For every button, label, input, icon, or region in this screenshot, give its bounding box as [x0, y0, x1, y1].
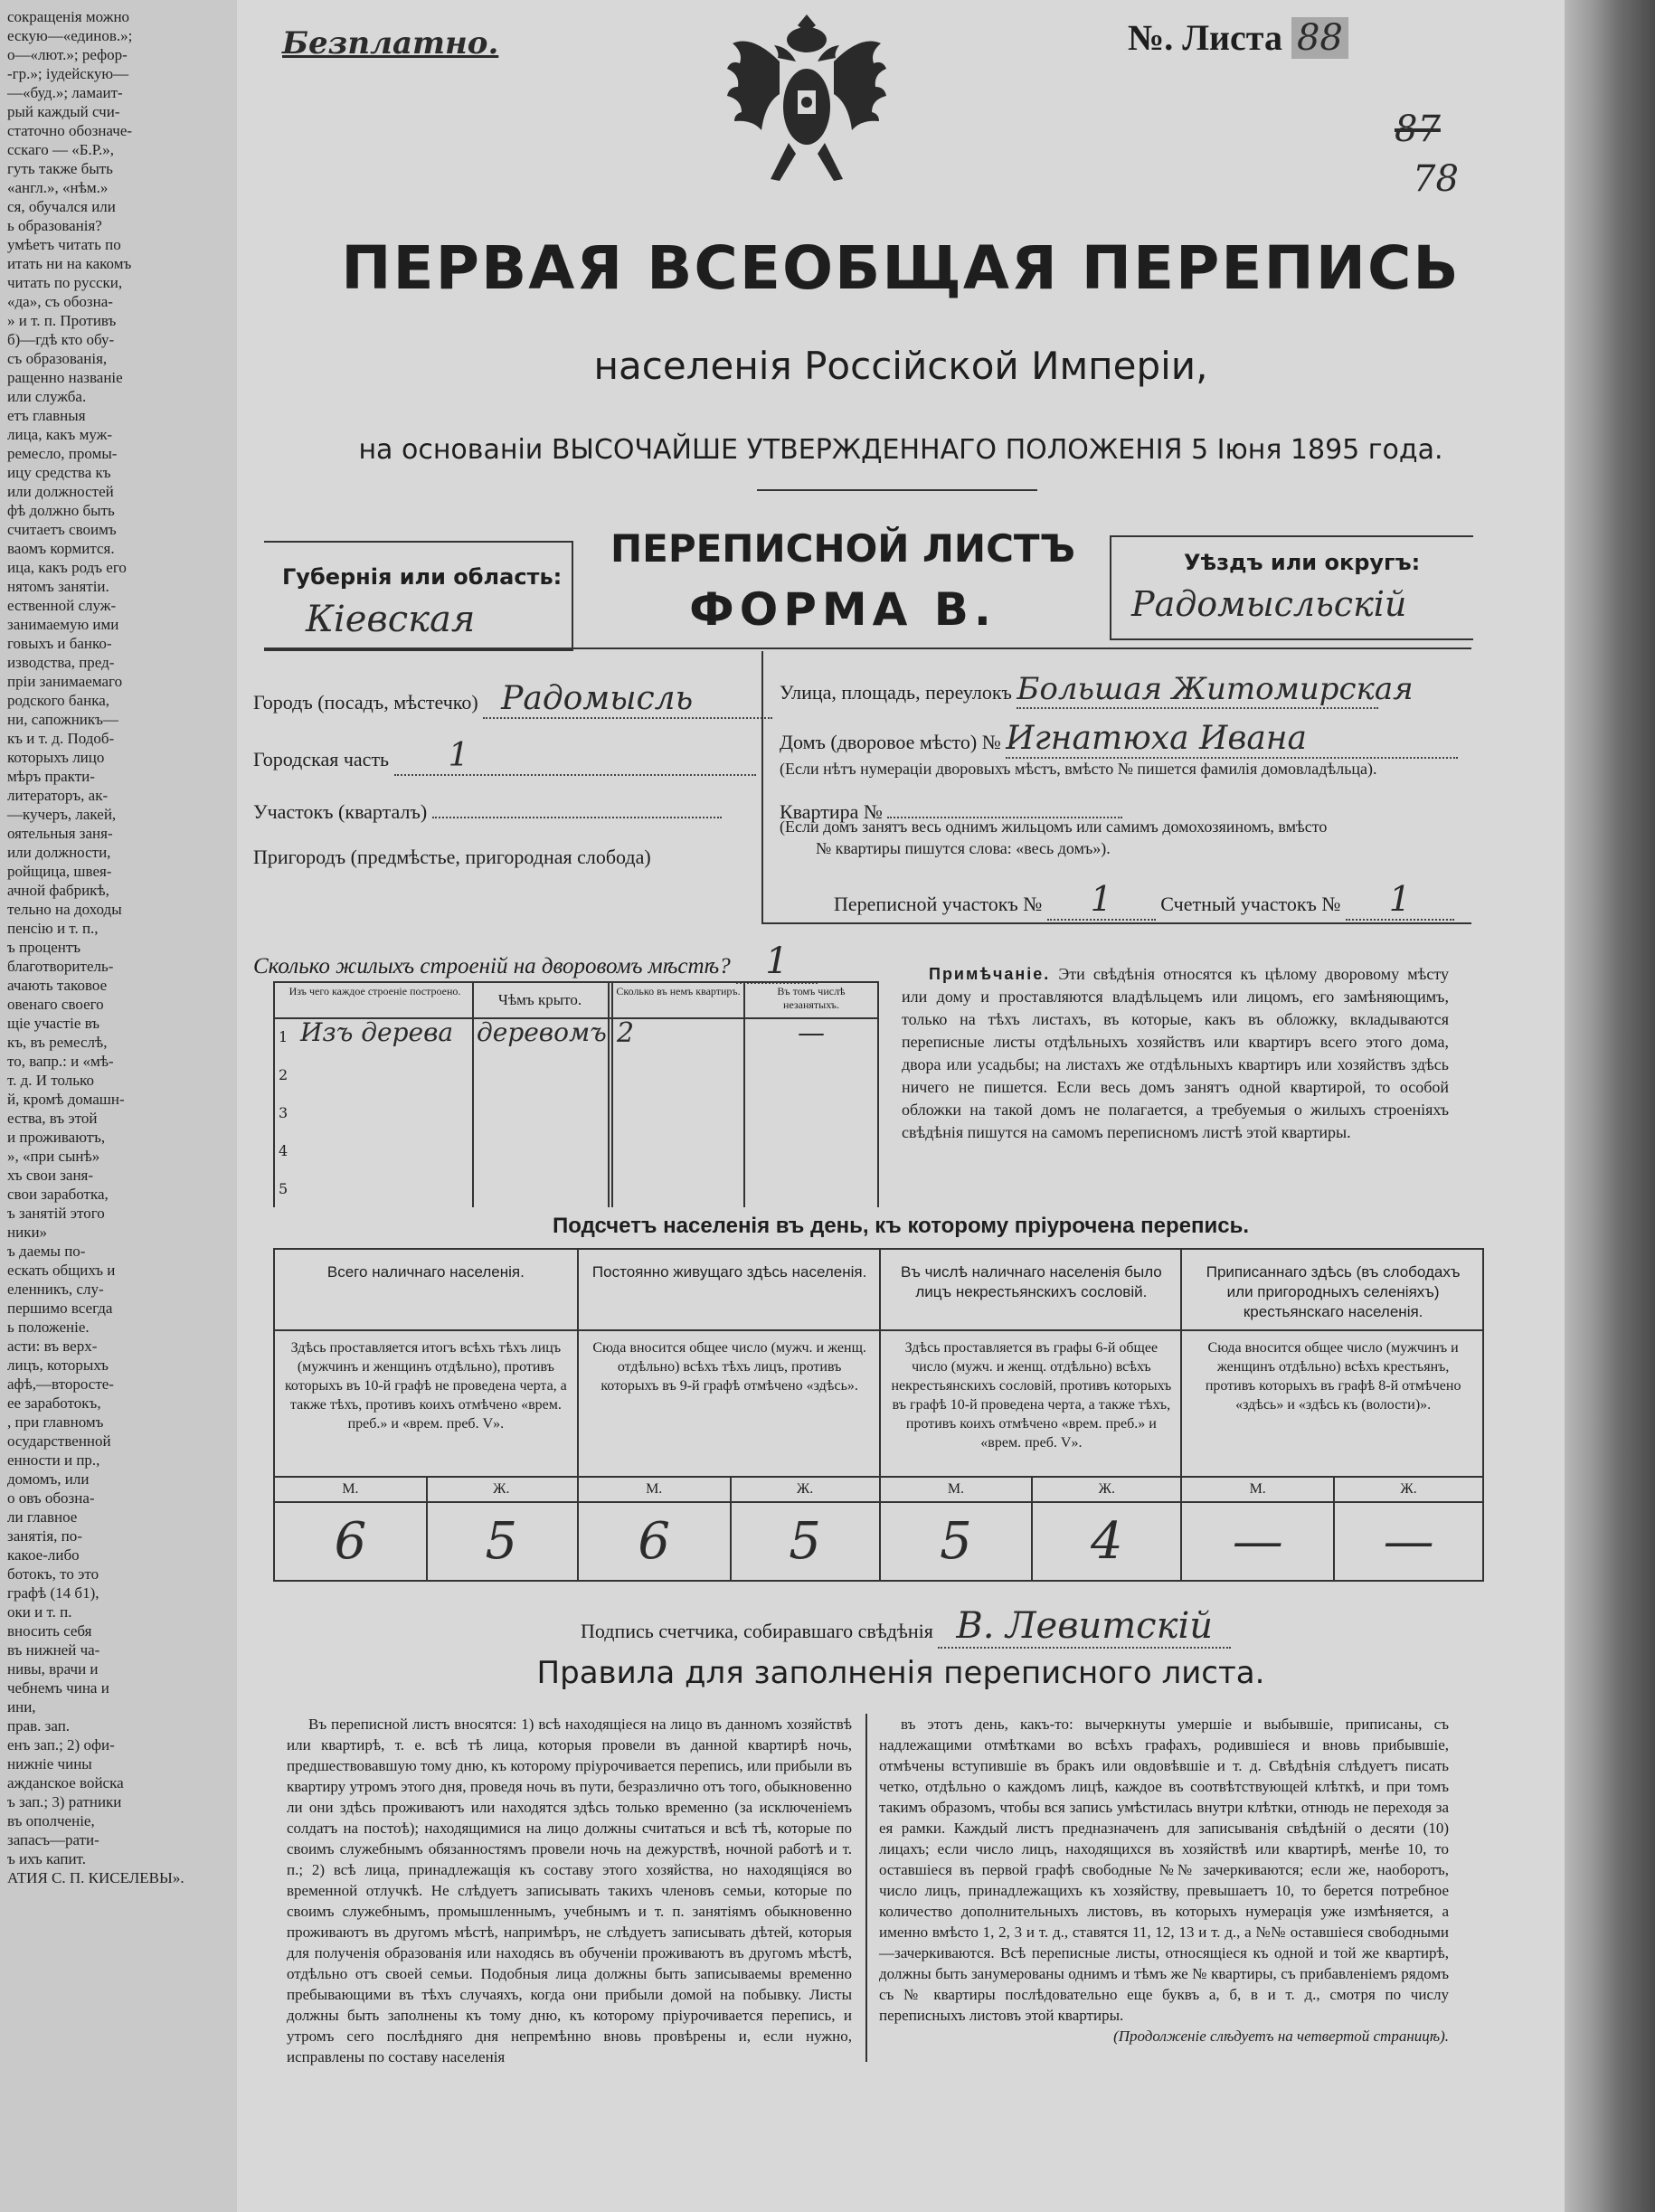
house-row: [780, 720, 1458, 759]
buildings-header-material: Изъ чего каждое строеніе построено.: [288, 985, 461, 997]
previous-page-line: говыхъ и банко-: [7, 635, 112, 652]
apartment-note-line-2: № квартиры пишутся слова: «весь домъ»).: [816, 839, 1111, 857]
previous-page-line: ица, какъ родъ его: [7, 559, 127, 576]
census-basis: на основаніи ВЫСОЧАЙШЕ УТВЕРЖДЕННАГО ПОЛОЖЕНІЯ 5 Іюня 1895 года.: [358, 434, 1443, 466]
sheet-number-value: 88: [1291, 17, 1348, 59]
previous-page-line: мѣръ практи-: [7, 768, 95, 785]
rules-continued: (Продолженіе слѣдуетъ на четвертой страницѣ).: [1113, 2028, 1449, 2045]
previous-page-line: ъ ихъ капит.: [7, 1850, 86, 1867]
buildings-row-number: 4: [279, 1142, 288, 1159]
previous-page-line: сскаго — «Б.Р.»,: [7, 141, 115, 158]
previous-page-line: ини,: [7, 1698, 36, 1716]
previous-page-line: еленникъ, слу-: [7, 1281, 104, 1298]
previous-page-line: афѣ,—второсте-: [7, 1375, 114, 1393]
suburb-label: Пригородъ (предмѣстье, пригородная слобода): [253, 846, 651, 868]
population-female-label: Ж.: [493, 1481, 510, 1497]
previous-page-line: ваомъ кормится.: [7, 540, 115, 557]
population-column-1: [275, 1250, 577, 1580]
previous-page-line: пріи занимаемаго: [7, 673, 123, 690]
previous-page-line: й, кромѣ домашн-: [7, 1091, 125, 1108]
district-label: Городская часть: [253, 748, 390, 770]
margin-number-crossed: 87: [1395, 109, 1441, 150]
city-label: Городъ (посадъ, мѣстечко): [253, 691, 478, 714]
previous-page-line: то, вапр.: и «мѣ-: [7, 1053, 114, 1070]
rules-left-text: Въ переписной листъ вносятся: 1) всѣ находящіеся на лицо въ данномъ хозяйствѣ или квартирѣ, т. е. всѣ тѣ лица, которыя провели въ данной квартирѣ ночь, предшествовавшую тому дню, къ которому пріурочивается перепись, или прибыли въ квартиру утромъ этого дня, проведя ночь въ пути, безразлично отъ того, обыкновенно ли они здѣсь проживаютъ или находятся здѣсь только временно (за исключеніемъ солдатъ на постоѣ); находящимися на лицо должны считаться и всѣ тѣ, которые по своимъ служебнымъ обязанностямъ провели ночь на дежурствѣ, ночной работѣ и т. п.; 2) всѣ лица, принадлежащія къ составу этого хозяйства, но находящіяся во временной отлучкѣ. Не слѣдуетъ записывать такихъ членовъ семьи, которые по своимъ служебнымъ, промышленнымъ, учебнымъ и т. п. занятіямъ обыкновенно проживаютъ въ другомъ мѣстѣ, напримѣръ, не слѣдуетъ записывать дѣтей, которыя для полученія образованія или находясь въ обученіи проживаютъ въ другомъ мѣстѣ, отдѣльно отъ своей семьи. Подобныя лица должны быть записываемы временно пребывающими въ тѣхъ случаяхъ, когда они прибыли домой на побывку. Листы должны быть заполнены къ тому дню, къ которому пріурочивается перепись, и утромъ сего послѣдняго дня непремѣнно вновь провѣрены и, если нужно, исправлены по составу населенія: [287, 1716, 852, 2065]
previous-page-line: ройщица, швея-: [7, 863, 112, 880]
previous-page-line: щіе участіе въ: [7, 1015, 100, 1032]
buildings-table: [273, 981, 879, 1207]
previous-page-line: литераторъ, ак-: [7, 787, 109, 804]
note-title: Примѣчаніе.: [929, 965, 1051, 983]
buildings-header-roof: Чѣмъ крыто.: [497, 991, 582, 1008]
previous-page-line: ъ зап.; 3) ратники: [7, 1793, 122, 1810]
previous-page-line: считаетъ своимъ: [7, 521, 117, 538]
previous-page-line: -гр.»; іудейскую—: [7, 65, 129, 82]
previous-page-line: », «при сынѣ»: [7, 1148, 100, 1165]
previous-page-line: ества, въ этой: [7, 1110, 98, 1127]
population-female-value: 5: [789, 1512, 821, 1571]
note-block: [902, 963, 1449, 1144]
previous-page-line: АТИЯ С. П. КИСЕЛЕВЫ».: [7, 1869, 184, 1886]
previous-page-line: занимаемую ими: [7, 616, 119, 633]
free-label: Безплатно.: [282, 25, 499, 61]
population-column-head: Постоянно живущаго здѣсь населенія.: [591, 1263, 867, 1281]
imperial-eagle-emblem: [725, 7, 888, 197]
district-row: [253, 737, 756, 776]
buildings-material: Изъ дерева: [300, 1017, 454, 1047]
previous-page-strip: [0, 0, 242, 2212]
census-section-value: 1: [1047, 879, 1156, 921]
population-column-body: Сюда вносится общее число (мужч. и женщ. отдѣльно) всѣхъ тѣхъ лицъ, противъ которыхъ въ 9-й графѣ отмѣчено «здѣсь».: [592, 1340, 866, 1394]
previous-page-line: тельно на доходы: [7, 901, 122, 918]
previous-page-line: ачной фабрикѣ,: [7, 882, 109, 899]
previous-page-line: къ, въ ремеслѣ,: [7, 1034, 108, 1051]
previous-page-line: ь положеніе.: [7, 1319, 90, 1336]
previous-page-line: ни, сапожникъ—: [7, 711, 118, 728]
buildings-row-number: 1: [279, 1028, 288, 1045]
population-column-head: Всего наличнаго населенія.: [326, 1263, 525, 1281]
previous-page-line: ескать общихъ и: [7, 1262, 116, 1279]
previous-page-line: родского банка,: [7, 692, 109, 709]
previous-page-line: свои заработка,: [7, 1186, 109, 1203]
previous-page-line: ъ даемы по-: [7, 1243, 86, 1260]
previous-page-line: хъ свои заня-: [7, 1167, 94, 1184]
city-value: Радомысль: [483, 680, 772, 719]
rules-title: Правила для заполненія переписного листа.: [536, 1655, 1265, 1691]
previous-page-line: прав. зап.: [7, 1717, 71, 1735]
buildings-row-number: 5: [279, 1180, 288, 1197]
previous-page-line: которыхъ лицо: [7, 749, 105, 766]
previous-page-line: енности и пр.,: [7, 1451, 100, 1469]
previous-page-line: енъ зап.; 2) офи-: [7, 1736, 115, 1754]
previous-page-line: оки и т. п.: [7, 1603, 72, 1621]
buildings-apartments: 2: [617, 1017, 635, 1049]
buildings-empty: —: [798, 1017, 825, 1049]
previous-page-line: благотворитель-: [7, 958, 114, 975]
previous-page-line: о—«лют.»; рефор-: [7, 46, 128, 63]
previous-page-line: изводства, пред-: [7, 654, 115, 671]
previous-page-line: читать по русски,: [7, 274, 123, 291]
previous-page-line: о овъ обозна-: [7, 1489, 95, 1507]
previous-page-line: «да», съ обозна-: [7, 293, 113, 310]
district-value: 1: [394, 737, 756, 776]
address-bottom-rule: [761, 922, 1471, 924]
house-value: Игнатюха Ивана: [1006, 720, 1458, 759]
previous-page-line: —«буд.»; ламаит-: [7, 84, 123, 101]
buildings-row-3: [273, 1093, 879, 1131]
previous-page-line: лицъ, которыхъ: [7, 1357, 109, 1374]
buildings-row-number: 2: [279, 1066, 288, 1083]
previous-page-line: ники»: [7, 1224, 48, 1241]
gubernia-value: Кіевская: [306, 599, 476, 640]
census-subtitle: населенія Россійской Имперіи,: [593, 344, 1208, 388]
apartment-note-line-1: (Если домъ занятъ весь однимъ жильцомъ или самимъ домохозяиномъ, вмѣсто: [780, 818, 1328, 836]
population-column-2: [577, 1250, 881, 1580]
previous-page-line: етъ главныя: [7, 407, 86, 424]
buildings-roof: деревомъ: [477, 1017, 607, 1047]
rules-divider: [865, 1714, 867, 2062]
street-value: Большая Житомирская: [1017, 671, 1414, 707]
previous-page-line: и проживаютъ,: [7, 1129, 106, 1146]
census-section-row: [834, 879, 1454, 921]
population-male-label: М.: [646, 1481, 663, 1497]
previous-page-line: вносить себя: [7, 1622, 92, 1640]
previous-page-line: асти: въ верх-: [7, 1338, 98, 1355]
uezd-value: Радомысльскій: [1131, 584, 1407, 624]
previous-page-line: ицу средства къ: [7, 464, 111, 481]
previous-page-line: съ образованія,: [7, 350, 108, 367]
previous-page-line: или служба.: [7, 388, 87, 405]
rules-left-column: [287, 1714, 852, 2067]
buildings-row-1: [273, 1017, 879, 1055]
population-female-value: 4: [1090, 1512, 1123, 1571]
census-main-title: ПЕРВАЯ ВСЕОБЩАЯ ПЕРЕПИСЬ: [341, 233, 1461, 303]
buildings-row-2: [273, 1055, 879, 1093]
population-male-value: 6: [638, 1512, 670, 1571]
street-label: Улица, площадь, переулокъ: [780, 681, 1012, 704]
previous-page-line: ественной служ-: [7, 597, 117, 614]
note-text: Эти свѣдѣнія относятся къ цѣлому дворовому мѣсту или дому и проставляются владѣльцемъ или лицомъ, его замѣняющимъ, только на тѣхъ листахъ, въ которые, какъ въ обложку, вкладываются переписные листы отдѣльныхъ хозяйствъ или квартиръ всего этого дома, двора или усадьбы; на листахъ же отдѣльныхъ квартиръ или хозяйствъ здѣсь ничего не пишется. Если весь домъ занятъ одной квартирой, то особой обложки на такой домъ не полагается, а требуемыя о жилыхъ строеніяхъ свѣдѣнія пишутся на самомъ переписномъ листѣ этой квартиры.: [902, 965, 1449, 1141]
count-section-value: 1: [1346, 879, 1454, 921]
buildings-row-5: [273, 1169, 879, 1207]
previous-page-line: въ ополченіе,: [7, 1812, 95, 1829]
previous-page-line: ли главное: [7, 1508, 78, 1526]
apartment-label: Квартира №: [780, 800, 883, 823]
buildings-row-4: [273, 1131, 879, 1169]
previous-page-line: сокращенія можно: [7, 8, 130, 25]
previous-page-line: фѣ должно быть: [7, 502, 115, 519]
previous-page-line: какое-либо: [7, 1546, 80, 1564]
form-title: ФОРМА В.: [689, 583, 997, 636]
buildings-header-apartments: Сколько въ немъ квартиръ.: [616, 985, 741, 997]
previous-page-line: статочно обозначе-: [7, 122, 133, 139]
sheet-label-text: №. Листа: [1128, 17, 1282, 58]
rules-right-column: [879, 1714, 1449, 2047]
population-male-value: —: [1232, 1512, 1283, 1571]
gubernia-label: Губернія или область:: [282, 564, 563, 590]
census-sheet: [237, 0, 1565, 2212]
previous-page-line: «англ.», «нѣм.»: [7, 179, 109, 196]
gubernia-box: [264, 541, 573, 651]
previous-page-line: ачають таковое: [7, 977, 108, 994]
count-section-label: Счетный участокъ №: [1160, 893, 1341, 915]
house-note: (Если нѣтъ нумераціи дворовыхъ мѣстъ, вмѣсто № пишется фамилія домовладѣльца).: [780, 760, 1377, 778]
previous-page-line: ь образованія?: [7, 217, 102, 234]
previous-page-line: гуть также быть: [7, 160, 113, 177]
previous-page-line: запасъ—рати-: [7, 1831, 99, 1848]
previous-page-line: рый каждый счи-: [7, 103, 120, 120]
address-divider: [761, 651, 763, 922]
previous-page-line: ъ процентъ: [7, 939, 81, 956]
street-row: [780, 671, 1414, 709]
population-female-value: 5: [485, 1512, 518, 1571]
uezd-box: [1110, 535, 1473, 640]
previous-page-line: першимо всегда: [7, 1300, 113, 1317]
population-male-label: М.: [1249, 1481, 1266, 1497]
population-male-value: 5: [940, 1512, 972, 1571]
previous-page-line: пенсію и т. п.,: [7, 920, 99, 937]
previous-page-line: —кучеръ, лакей,: [7, 806, 117, 823]
signature-label: Подпись счетчика, собиравшаго свѣдѣнія: [581, 1620, 933, 1642]
previous-page-line: къ и т. д. Подоб-: [7, 730, 115, 747]
book-edge: [1565, 0, 1655, 2212]
rules-right-text: въ этотъ день, какъ-то: вычеркнуты умершіе и выбывшіе, приписаны, съ надлежащими отмѣтками во всѣхъ графахъ, родившіеся и вновь прибывшіе, отмѣчены вступившіе въ бракъ или овдовѣвшіе и т. д. Свѣдѣнія слѣдуетъ писать четко, отдѣльно о каждомъ лицѣ, каждое въ соотвѣтствующей клѣткѣ, и при томъ такимъ образомъ, чтобы вся запись умѣстилась внутри клѣтки, отнюдь не переходя за ея рамки. Каждый листъ предназначенъ для записыванія свѣдѣній о десяти (10) лицахъ; если число лицъ, находящихся въ хозяйствѣ или квартирѣ, менѣе 10, то оставшіеся въ первой графѣ свободные №№ зачеркиваются; если же, наоборотъ, число лицъ, принадлежащихъ къ хозяйству, превышаетъ 10, то берется потребное количество дополнительныхъ листовъ, въ которыхъ нумерація уже измѣняется, а именно вмѣсто 1, 2, 3 и т. д., ставятся 11, 12, 13 и т. д., а №№ оставшіеся свободными—зачеркиваются. Всѣ переписные листы, относящіеся къ одной и той же квартирѣ, должны быть занумерованы однимъ и тѣмъ же № квартиры, съ прибавленіемъ рядомъ съ № квартиры послѣдовательно еще буквъ а, б, в и т. д., смотря по числу переписныхъ листовъ этой квартиры.: [879, 1716, 1449, 2024]
previous-page-line: оятельныя заня-: [7, 825, 113, 842]
signature-row: [581, 1605, 1231, 1647]
previous-page-line: или должности,: [7, 844, 111, 861]
quarter-label: Участокъ (кварталъ): [253, 800, 428, 823]
population-female-label: Ж.: [1098, 1481, 1115, 1497]
previous-page-line: » и т. п. Противъ: [7, 312, 117, 329]
previous-page-line: ботокъ, то это: [7, 1565, 99, 1583]
signature-value: В. Левитскій: [938, 1605, 1231, 1649]
previous-page-line: ажданское войска: [7, 1774, 124, 1791]
population-column-body: Сюда вносится общее число (мужчинъ и женщинъ отдѣльно) всѣхъ крестьянъ, противъ которыхъ въ графѣ 8-й отмѣчено «здѣсь» и «здѣсь къ (волости)».: [1205, 1340, 1461, 1413]
previous-page-line: ращенно названіе: [7, 369, 123, 386]
quarter-row: [253, 800, 722, 824]
previous-page-line: занятія, по-: [7, 1527, 82, 1545]
population-column-3: [879, 1250, 1183, 1580]
buildings-row: [253, 941, 818, 984]
previous-page-line: нятомъ занятіи.: [7, 578, 109, 595]
previous-page-text: [0, 0, 237, 1887]
buildings-header-empty: Въ томъ числѣ незанятыхъ.: [777, 985, 846, 1011]
sheet-title: ПЕРЕПИСНОЙ ЛИСТЪ: [610, 526, 1076, 571]
previous-page-line: домомъ, или: [7, 1470, 90, 1488]
previous-page-line: или должностей: [7, 483, 114, 500]
buildings-value: 1: [736, 941, 818, 984]
previous-page-line: графѣ (14 б1),: [7, 1584, 99, 1602]
population-column-head: Въ числѣ наличнаго населенія было лицъ некрестьянскихъ сословій.: [900, 1263, 1162, 1300]
house-label: Домъ (дворовое мѣсто) №: [780, 731, 1001, 753]
previous-page-line: ее заработокъ,: [7, 1394, 101, 1412]
margin-number: 78: [1413, 158, 1459, 200]
buildings-row-number: 3: [279, 1104, 288, 1121]
sheet-number-label: [1128, 16, 1348, 59]
population-table: [273, 1248, 1484, 1582]
apartment-note: [780, 816, 1327, 859]
previous-page-line: осударственной: [7, 1432, 111, 1450]
population-column-head: Приписаннаго здѣсь (въ слободахъ или пригородныхъ селеніяхъ) крестьянскаго населенія.: [1206, 1263, 1461, 1320]
header-bottom-rule: [264, 648, 1471, 649]
population-male-value: 6: [334, 1512, 367, 1571]
population-female-value: —: [1383, 1512, 1434, 1571]
uezd-label: Уѣздъ или округъ:: [1184, 550, 1421, 575]
population-male-label: М.: [947, 1481, 965, 1497]
previous-page-line: итать ни на какомъ: [7, 255, 132, 272]
previous-page-line: овенаго своего: [7, 996, 104, 1013]
population-female-label: Ж.: [796, 1481, 814, 1497]
previous-page-line: ескую—«единов.»;: [7, 27, 133, 44]
previous-page-line: въ нижней ча-: [7, 1641, 100, 1659]
previous-page-line: ся, обучался или: [7, 198, 116, 215]
population-column-body: Здѣсь проставляется въ графы 6-й общее число (мужч. и женщ. отдѣльно) всѣхъ некрестьянскихъ сословій, противъ которыхъ въ графѣ 10-й проведена черта, а также тѣхъ, противъ коихъ отмѣчено «врем. преб.» и «врем. преб. V».: [891, 1340, 1172, 1451]
population-title: Подсчетъ населенія въ день, къ которому пріурочена перепись.: [553, 1214, 1249, 1238]
previous-page-line: нивы, врачи и: [7, 1660, 99, 1678]
previous-page-line: умѣетъ читать по: [7, 236, 121, 253]
city-row: [253, 680, 772, 719]
previous-page-line: , при главномъ: [7, 1413, 104, 1431]
previous-page-line: т. д. И только: [7, 1072, 94, 1089]
population-column-4: [1180, 1250, 1484, 1580]
buildings-label: Сколько жилыхъ строеній на дворовомъ мѣстѣ?: [253, 954, 731, 978]
previous-page-line: лица, какъ муж-: [7, 426, 113, 443]
population-female-label: Ж.: [1400, 1481, 1417, 1497]
previous-page-line: нижніе чины: [7, 1755, 92, 1772]
previous-page-line: чебнемъ чина и: [7, 1679, 109, 1697]
title-divider: [757, 489, 1037, 491]
suburb-row: [253, 846, 651, 869]
previous-page-line: ъ занятій этого: [7, 1205, 105, 1222]
population-male-label: М.: [342, 1481, 359, 1497]
population-column-body: Здѣсь проставляется итогъ всѣхъ тѣхъ лицъ (мужчинъ и женщинъ отдѣльно), противъ которыхъ въ 10-й графѣ не проведена черта, а также тѣхъ, противъ коихъ отмѣчено «врем. преб.» и «врем. преб. V».: [284, 1340, 567, 1432]
previous-page-line: ремесло, промы-: [7, 445, 118, 462]
previous-page-line: б)—гдѣ кто обу-: [7, 331, 115, 348]
census-section-label: Переписной участокъ №: [834, 893, 1043, 915]
quarter-value-line: [432, 817, 722, 818]
